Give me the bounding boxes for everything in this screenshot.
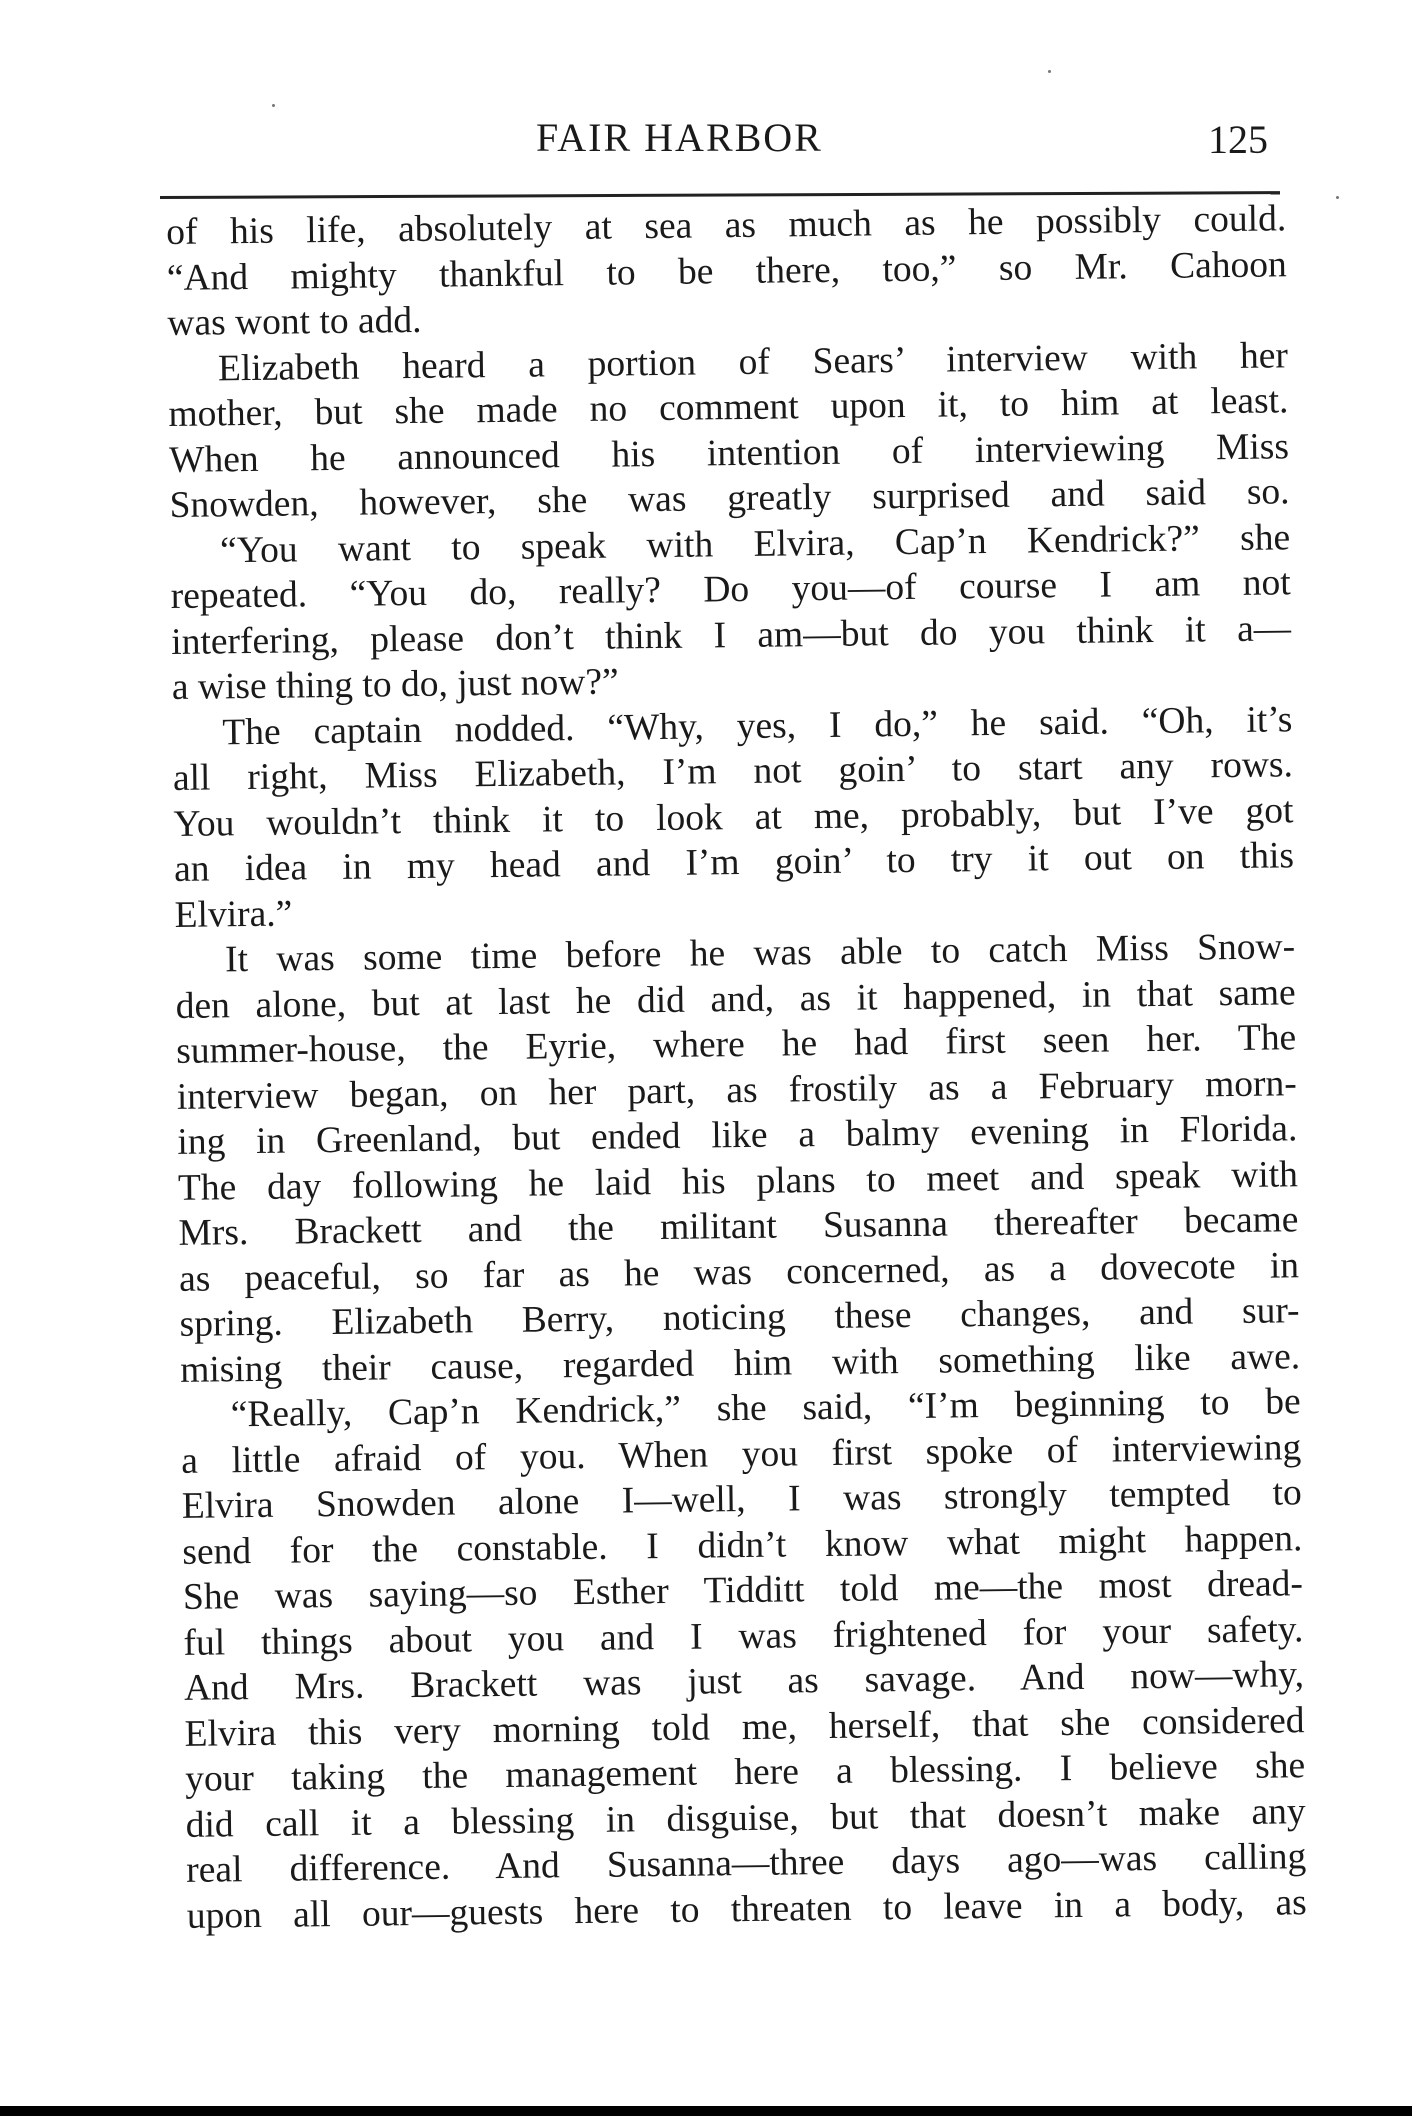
running-title: FAIR HARBOR	[536, 115, 823, 160]
text-line: Snowden, however, she was greatly surprised and said so.	[169, 471, 1290, 526]
text-line: spring. Elizabeth Berry, noticing these changes, and sur-	[179, 1290, 1300, 1345]
text-line: did call it a blessing in disguise, but that doesn’t make any	[185, 1790, 1306, 1846]
scan-bottom-edge	[0, 2106, 1412, 2116]
text-line: It was some time before he was able to catch Miss Snow-	[224, 926, 1296, 981]
text-line: all right, Miss Elizabeth, I’m not goin’ to start any rows.	[172, 744, 1294, 799]
text-line: a wise thing to do, just now?”	[171, 661, 619, 708]
text-line: You wouldn’t think it to look at me, probably, but I’ve got	[173, 789, 1294, 845]
text-line: send for the constable. I didn’t know what might happen.	[182, 1517, 1303, 1573]
text-line: Mrs. Brackett and the militant Susanna thereafter became	[178, 1199, 1299, 1254]
text-line: She was saying—so Esther Tidditt told me—the most dread-	[182, 1563, 1304, 1618]
text-line: Elvira this very morning told me, herself, that she considered	[184, 1699, 1305, 1755]
text-line: interfering, please don’t think I am—but do you think it a—	[171, 607, 1292, 663]
text-line: Elvira Snowden alone I—well, I was strongly tempted to	[181, 1472, 1303, 1527]
text-line: your taking the management here a blessing. I believe she	[184, 1745, 1306, 1800]
text-line: den alone, but at last he did and, as it happened, in that same	[175, 971, 1296, 1027]
text-line: ful things about you and I was frightened for your safety.	[183, 1608, 1304, 1664]
text-line: as peaceful, so far as he was concerned, as a dovecote in	[178, 1244, 1300, 1300]
text-line: summer-house, the Eyrie, where he had first seen her. The	[176, 1017, 1297, 1072]
text-line: of his life, absolutely at sea as much as he possibly could.	[166, 198, 1287, 253]
text-line: “Really, Cap’n Kendrick,” she said, “I’m beginning to be	[230, 1381, 1301, 1436]
text-line: mising their cause, regarded him with something like awe.	[179, 1335, 1301, 1391]
text-line: Elvira.”	[174, 893, 293, 936]
text-line: When he announced his intention of interviewing Miss	[168, 425, 1290, 481]
text-line: And Mrs. Brackett was just as savage. And now—why,	[183, 1654, 1305, 1709]
scan-speck	[272, 104, 275, 107]
text-line: mother, but she made no comment upon it, to him at least.	[168, 380, 1289, 435]
text-line: upon all our—guests here to threaten to leave in a body, as	[186, 1881, 1308, 1937]
text-line: “You want to speak with Elvira, Cap’n Kendrick?” she	[219, 516, 1291, 571]
text-line: “And mighty thankful to be there, too,” so Mr. Cahoon	[166, 243, 1287, 299]
text-line: real difference. And Susanna—three days ago—was calling	[186, 1836, 1307, 1891]
body-text	[166, 196, 1307, 1939]
text-line: ing in Greenland, but ended like a balmy evening in Florida.	[177, 1108, 1298, 1163]
page-number: 125	[1208, 117, 1268, 162]
scan-speck	[1336, 196, 1339, 199]
text-line: repeated. “You do, really? Do you—of course I am not	[170, 562, 1291, 617]
text-line: was wont to add.	[167, 299, 422, 344]
text-line: The captain nodded. “Why, yes, I do,” he said. “Oh, it’s	[222, 698, 1293, 753]
text-line: interview began, on her part, as frostily as a February morn-	[176, 1062, 1298, 1118]
text-line: The day following he laid his plans to meet and speak with	[177, 1153, 1299, 1209]
text-line: Elizabeth heard a portion of Sears’ interview with her	[217, 334, 1289, 389]
text-line: an idea in my head and I’m goin’ to try it out on this	[173, 835, 1295, 890]
scan-speck	[1048, 70, 1051, 73]
text-line: a little afraid of you. When you first spoke of interviewing	[181, 1426, 1302, 1482]
